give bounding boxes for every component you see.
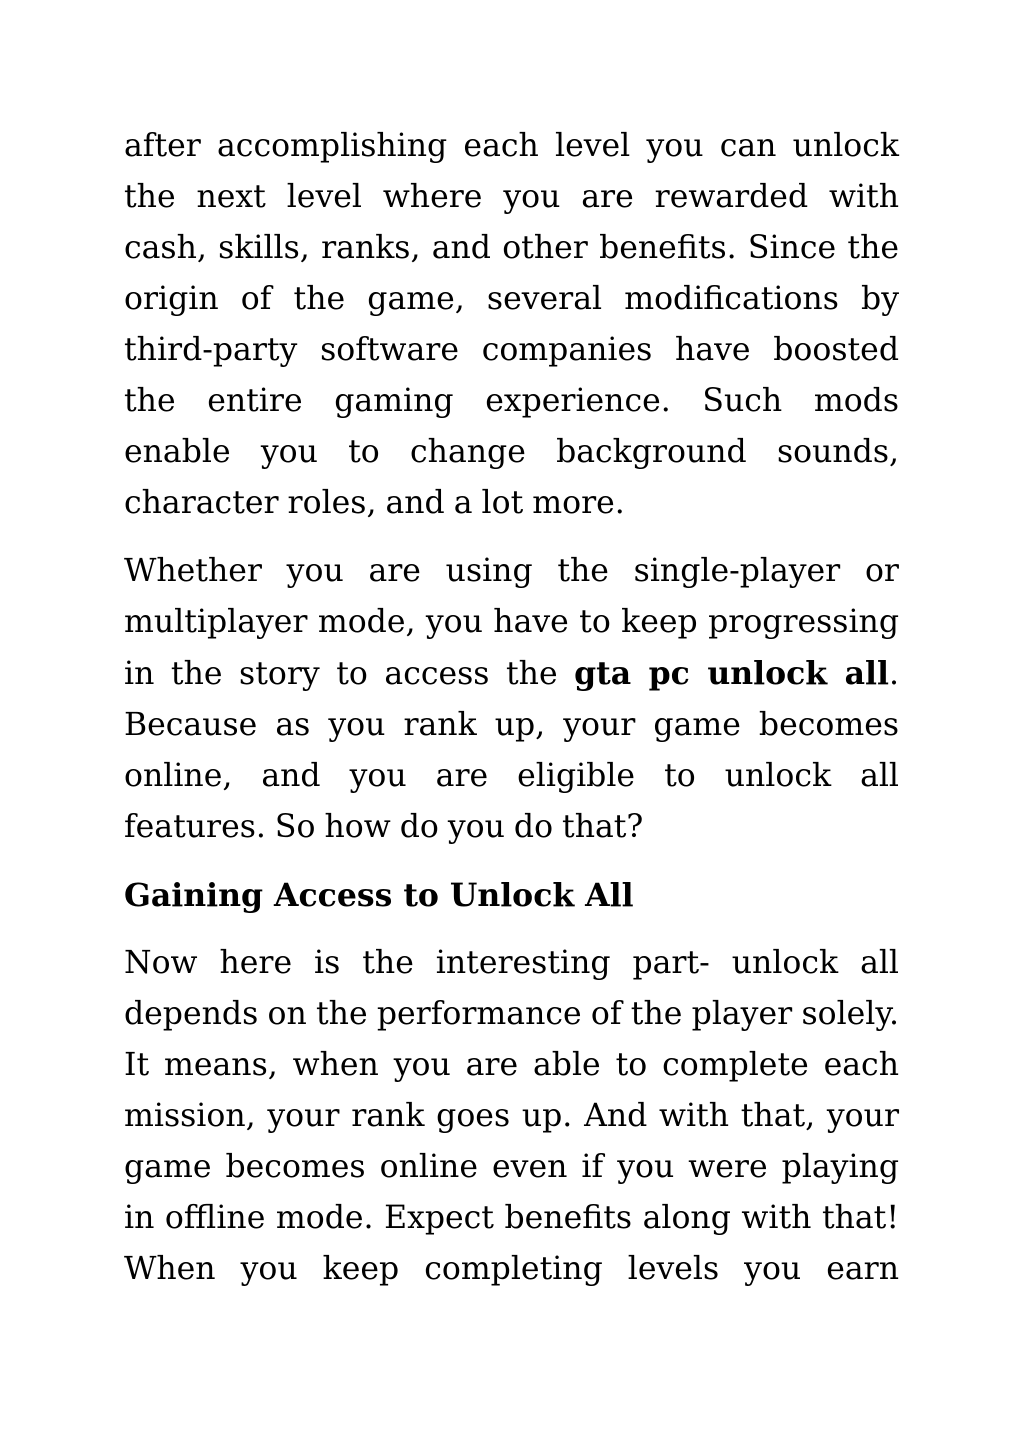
- paragraph-unlock-performance: Now here is the interesting part- unlock all depends on the performance of the player solely. It means, when you are able to complete each mission, your rank goes up. And with that, your game becomes online even if you were playing in offline mode. Expect benefits along with that! When you keep completing levels you earn: [124, 945, 899, 1287]
- paragraph-mods: after accomplishing each level you can unlock the next level where you are rewarded with cash, skills, ranks, and other benefits. Since the origin of the game, several modifications by third-party software companies have boosted the entire gaming experience. Such mods enable you to change background sounds, character roles, and a lot more.: [124, 128, 899, 521]
- paragraph-progress-text-start: Whether you are using the single-player or multiplayer mode, you have to keep progressing in the story to access the: [124, 553, 899, 692]
- keyword-gta-pc-unlock-all: gta pc unlock all: [574, 655, 889, 692]
- document-body: [124, 121, 899, 1295]
- paragraph-progress: [124, 546, 899, 853]
- paragraph-progress-text-end: . Because as you rank up, your game becomes online, and you are eligible to unlock all features. So how do you do that?: [124, 656, 899, 845]
- section-heading: Gaining Access to Unlock All: [124, 877, 634, 914]
